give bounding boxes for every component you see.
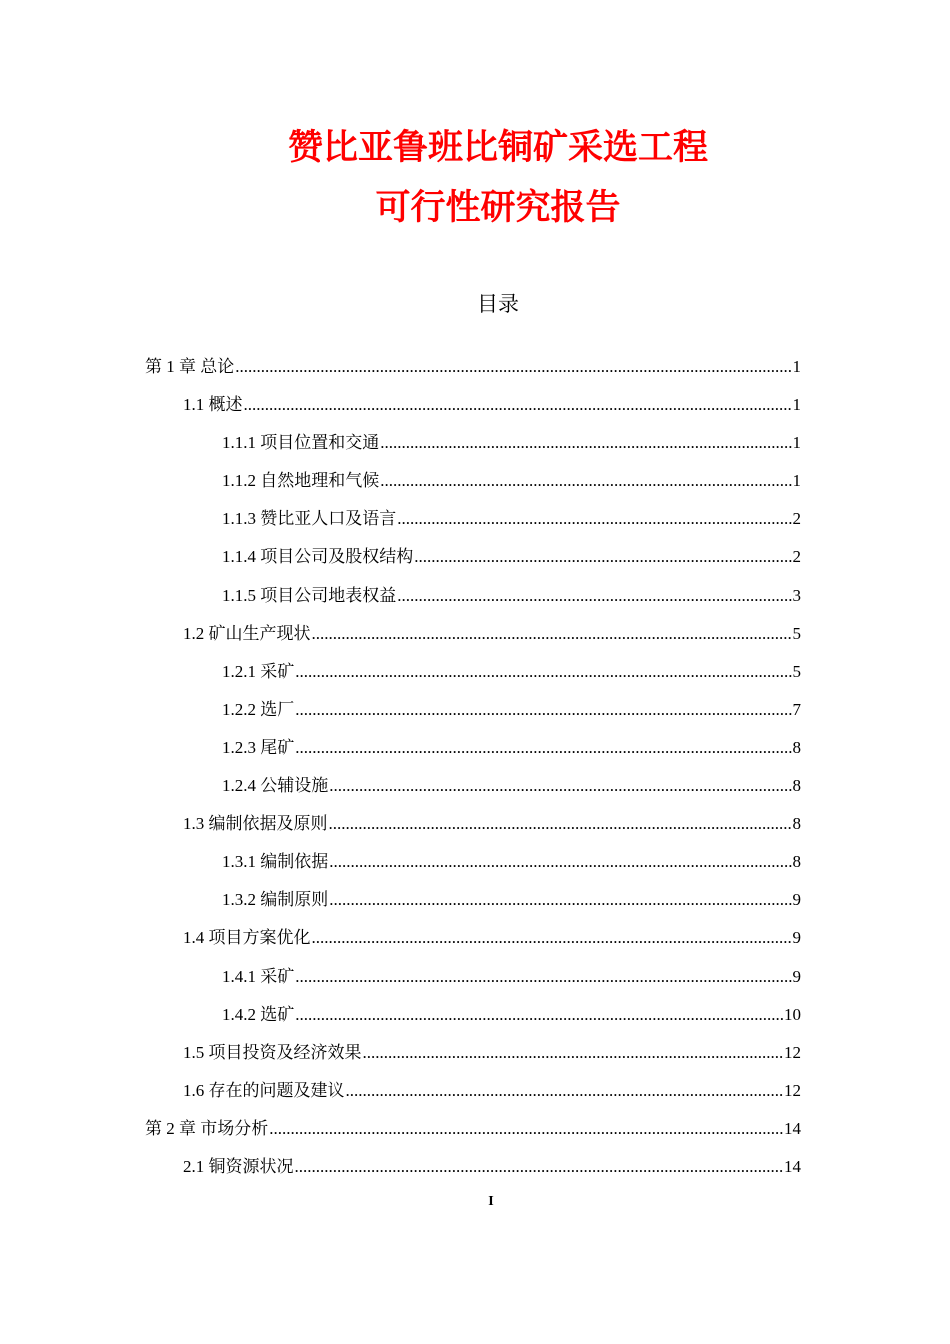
toc-entry-page: 14 xyxy=(784,1156,801,1176)
toc-entry-label: 1.2.2 选厂 xyxy=(222,699,295,719)
toc-entry-page: 10 xyxy=(784,1004,801,1024)
toc-entry-page: 14 xyxy=(784,1118,801,1138)
toc-leader-dots xyxy=(380,433,791,453)
table-of-contents xyxy=(145,352,801,1190)
document-title-line-1: 赞比亚鲁班比铜矿采选工程 xyxy=(287,128,708,168)
toc-entry-label: 1.1.1 项目位置和交通 xyxy=(222,433,380,453)
toc-leader-dots xyxy=(244,395,792,415)
toc-leader-dots xyxy=(346,1081,784,1101)
toc-entry[interactable] xyxy=(145,809,801,847)
toc-entry-page: 8 xyxy=(792,852,801,872)
toc-leader-dots xyxy=(295,662,791,682)
toc-entry[interactable] xyxy=(145,1076,801,1114)
document-title-line-2: 可行性研究报告 xyxy=(375,188,621,228)
toc-entry[interactable] xyxy=(145,847,801,885)
toc-entry[interactable] xyxy=(145,657,801,695)
toc-leader-dots xyxy=(295,700,791,720)
toc-entry-page: 8 xyxy=(792,776,801,796)
toc-entry-label: 1.1.2 自然地理和气候 xyxy=(222,471,380,491)
toc-entry-page: 1 xyxy=(792,433,801,453)
toc-leader-dots xyxy=(295,1157,784,1177)
toc-entry-label: 2.1 铜资源状况 xyxy=(183,1156,294,1176)
toc-entry-page: 2 xyxy=(792,509,801,529)
toc-leader-dots xyxy=(329,890,791,910)
page-number: I xyxy=(488,1194,494,1209)
toc-entry[interactable] xyxy=(145,504,801,542)
toc-leader-dots xyxy=(363,1043,784,1063)
toc-leader-dots xyxy=(380,471,791,491)
toc-entry-page: 1 xyxy=(792,395,801,415)
toc-entry-label: 1.1.5 项目公司地表权益 xyxy=(222,585,397,605)
toc-leader-dots xyxy=(329,852,791,872)
toc-entry-label: 1.1.3 赞比亚人口及语言 xyxy=(222,509,397,529)
toc-entry-label: 1.3.1 编制依据 xyxy=(222,852,329,872)
toc-entry[interactable] xyxy=(145,390,801,428)
toc-entry[interactable] xyxy=(145,923,801,961)
toc-entry-page: 2 xyxy=(792,547,801,567)
toc-entry[interactable] xyxy=(145,1152,801,1190)
toc-entry-page: 8 xyxy=(792,814,801,834)
toc-entry-label: 1.4.1 采矿 xyxy=(222,966,295,986)
toc-leader-dots xyxy=(329,776,791,796)
toc-entry[interactable] xyxy=(145,1000,801,1038)
toc-leader-dots xyxy=(295,738,791,758)
toc-entry-label: 第 1 章 总论 xyxy=(145,357,235,376)
toc-entry[interactable] xyxy=(145,542,801,580)
toc-entry-label: 1.2 矿山生产现状 xyxy=(183,623,311,643)
toc-entry-page: 12 xyxy=(784,1080,801,1100)
toc-entry-label: 第 2 章 市场分析 xyxy=(145,1118,269,1138)
toc-entry-label: 1.1.4 项目公司及股权结构 xyxy=(222,547,414,567)
toc-entry-label: 1.5 项目投资及经济效果 xyxy=(183,1042,362,1062)
toc-entry[interactable] xyxy=(145,885,801,923)
toc-entry[interactable] xyxy=(145,1114,801,1152)
toc-entry-label: 1.1 概述 xyxy=(183,395,243,415)
toc-leader-dots xyxy=(312,928,792,948)
toc-entry-page: 12 xyxy=(784,1042,801,1062)
toc-leader-dots xyxy=(397,509,791,529)
toc-leader-dots xyxy=(295,967,791,987)
toc-entry[interactable] xyxy=(145,733,801,771)
toc-entry-label: 1.2.1 采矿 xyxy=(222,661,295,681)
toc-entry-page: 5 xyxy=(792,661,801,681)
toc-leader-dots xyxy=(295,1005,783,1025)
toc-entry-page: 3 xyxy=(792,585,801,605)
toc-leader-dots xyxy=(397,586,791,606)
toc-entry-label: 1.3.2 编制原则 xyxy=(222,890,329,910)
toc-leader-dots xyxy=(312,624,792,644)
toc-entry-page: 7 xyxy=(792,699,801,719)
toc-entry-label: 1.2.3 尾矿 xyxy=(222,737,295,757)
toc-entry-page: 9 xyxy=(792,890,801,910)
toc-entry[interactable] xyxy=(145,1038,801,1076)
toc-entry[interactable] xyxy=(145,962,801,1000)
toc-entry-label: 1.3 编制依据及原则 xyxy=(183,814,328,834)
toc-entry-page: 5 xyxy=(792,623,801,643)
toc-entry[interactable] xyxy=(145,352,801,390)
toc-leader-dots xyxy=(414,547,791,567)
toc-entry-page: 1 xyxy=(792,357,801,376)
toc-entry[interactable] xyxy=(145,771,801,809)
toc-entry[interactable] xyxy=(145,466,801,504)
toc-entry-label: 1.4.2 选矿 xyxy=(222,1004,295,1024)
toc-entry-page: 9 xyxy=(792,966,801,986)
toc-entry[interactable] xyxy=(145,619,801,657)
toc-entry-page: 9 xyxy=(792,928,801,948)
toc-leader-dots xyxy=(235,357,791,377)
toc-entry[interactable] xyxy=(145,695,801,733)
toc-entry-label: 1.2.4 公辅设施 xyxy=(222,776,329,796)
toc-leader-dots xyxy=(329,814,792,834)
toc-entry-label: 1.4 项目方案优化 xyxy=(183,928,311,948)
toc-entry-label: 1.6 存在的问题及建议 xyxy=(183,1080,345,1100)
toc-entry-page: 8 xyxy=(792,737,801,757)
toc-entry-page: 1 xyxy=(792,471,801,491)
toc-heading: 目录 xyxy=(477,292,519,316)
toc-entry[interactable] xyxy=(145,581,801,619)
toc-entry[interactable] xyxy=(145,428,801,466)
toc-leader-dots xyxy=(269,1119,783,1139)
